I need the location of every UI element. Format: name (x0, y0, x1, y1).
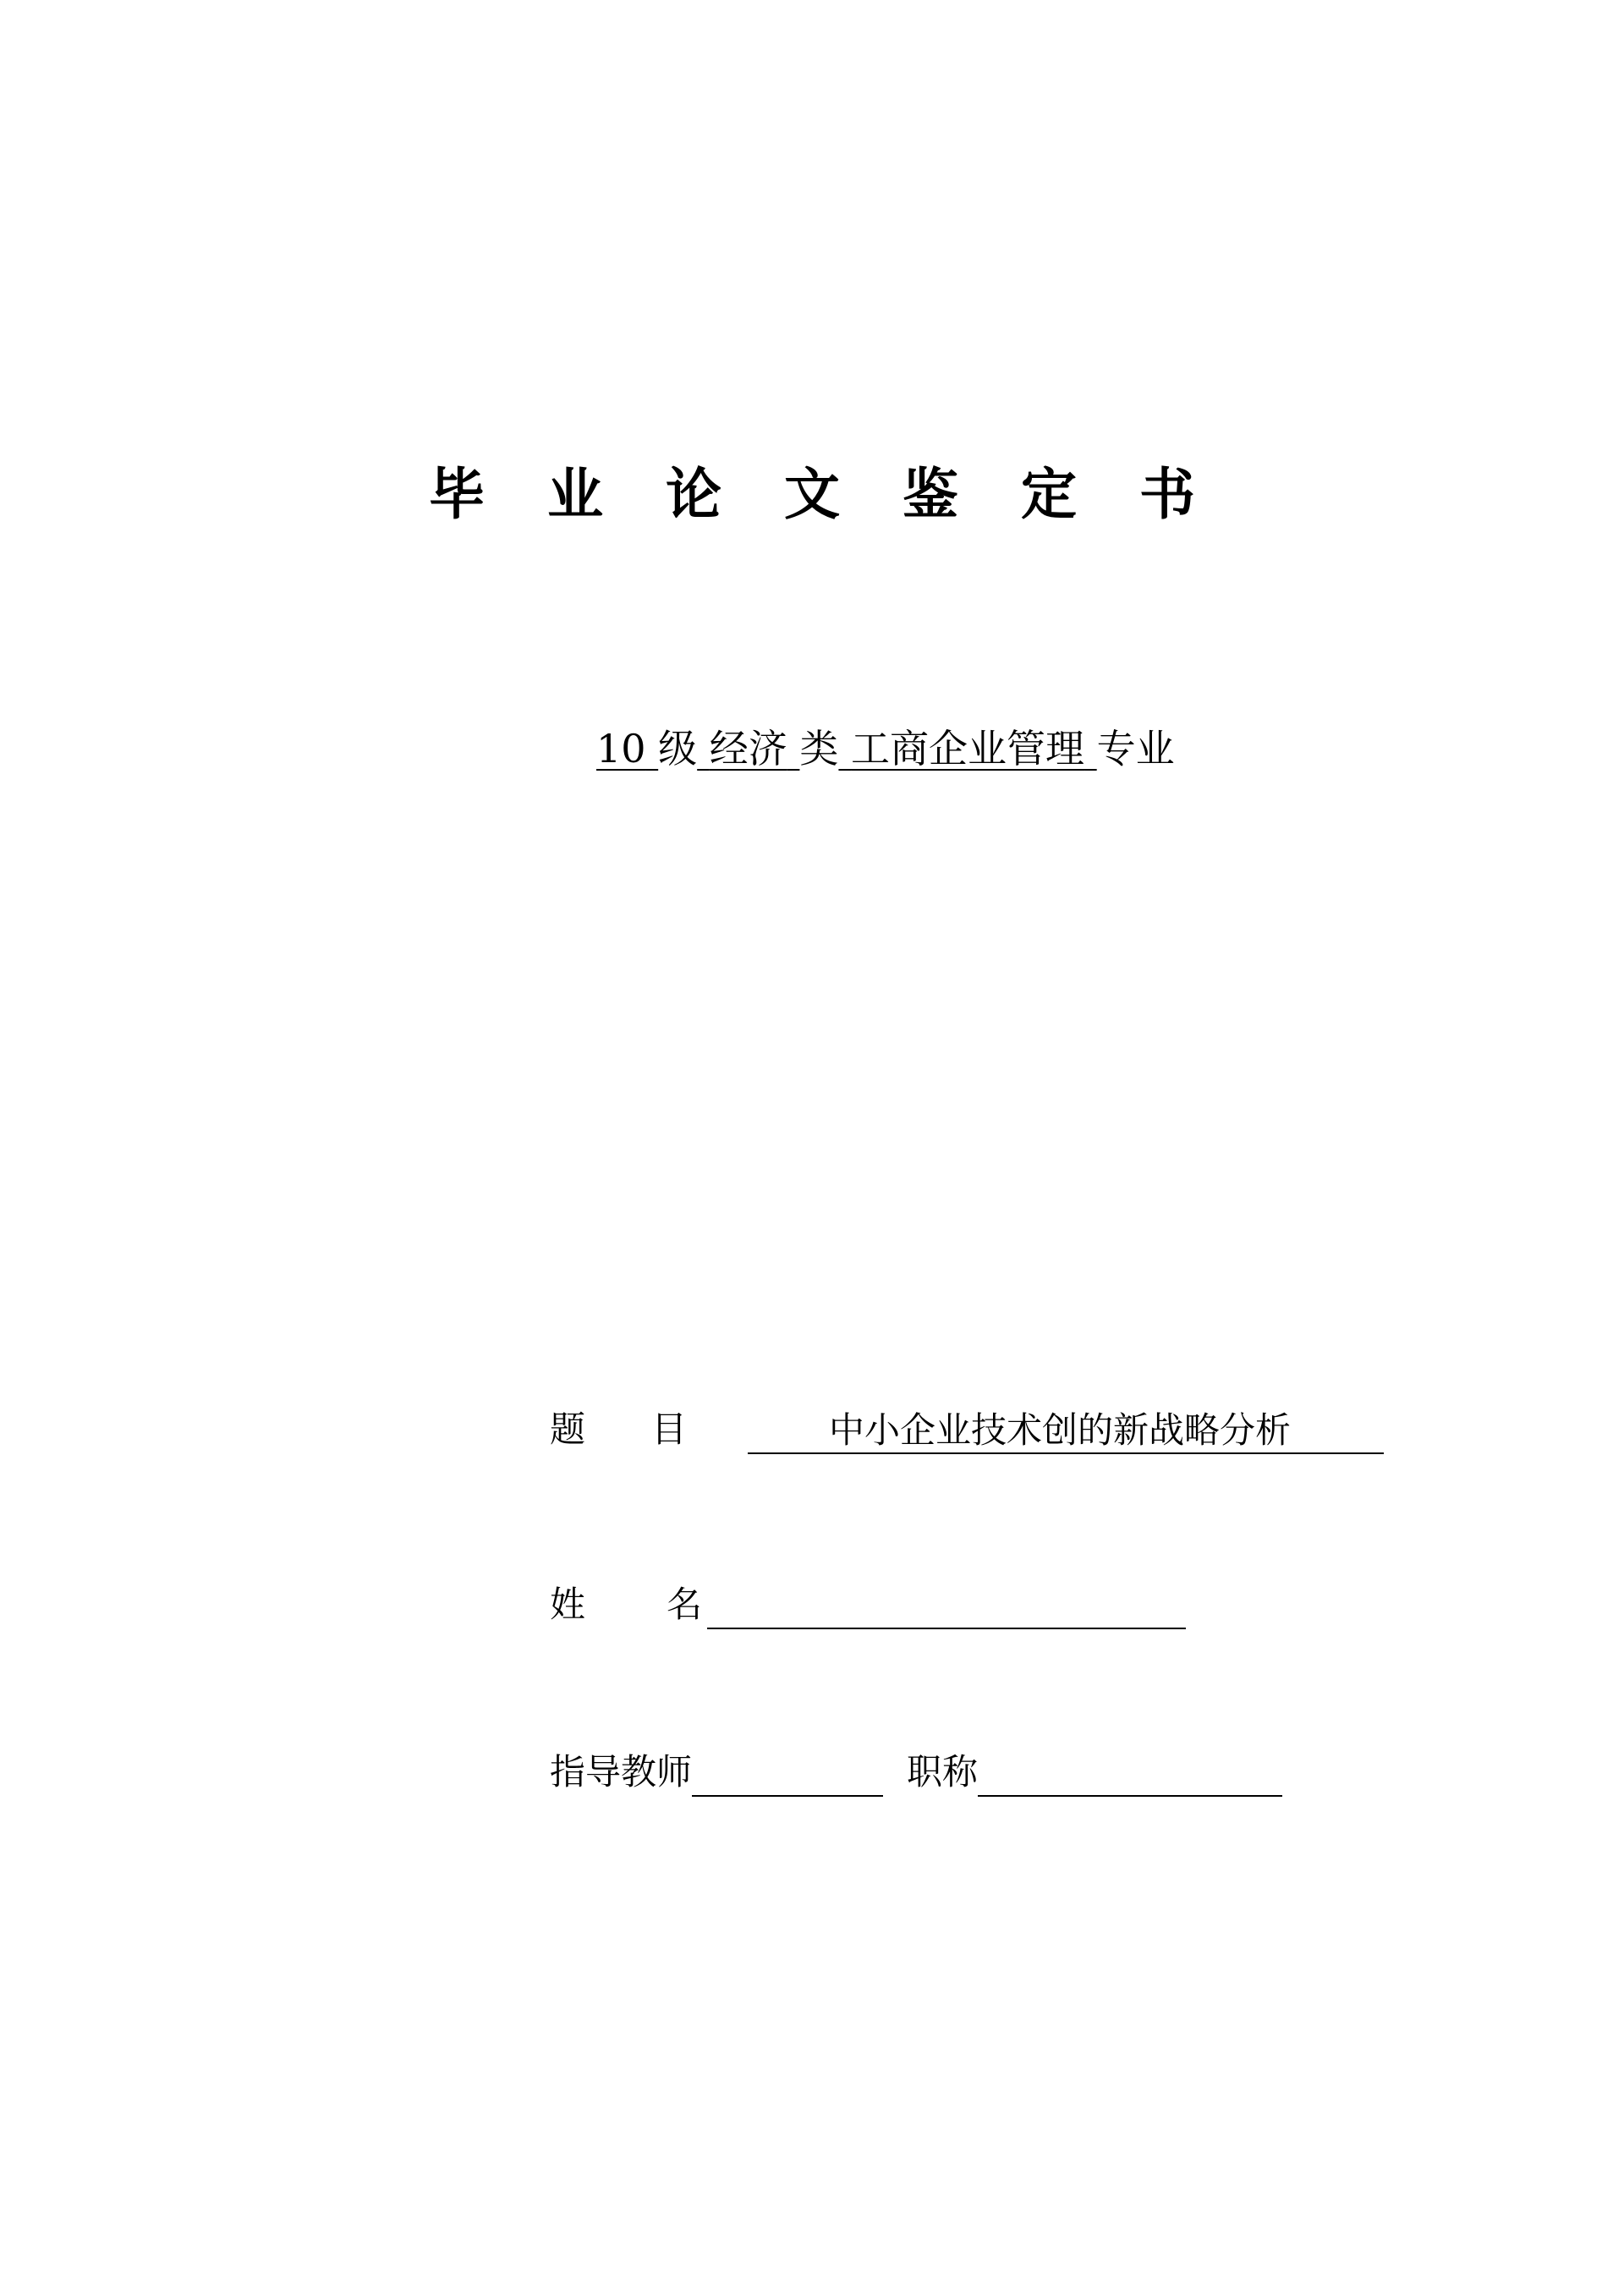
major-suffix: 专业 (1096, 726, 1175, 771)
topic-row (550, 1400, 1384, 1459)
document-title (0, 457, 1624, 533)
title-char: 书 (1139, 462, 1195, 527)
grade-suffix: 级 (658, 726, 698, 771)
topic-label (550, 1400, 748, 1459)
name-label-char-1: 姓 (550, 1584, 586, 1625)
topic-label-char-2: 目 (651, 1408, 688, 1450)
title-char: 鉴 (903, 462, 958, 527)
rank-field[interactable] (978, 1748, 1282, 1797)
advisor-label: 指导教师 (550, 1751, 693, 1793)
topic-label-char-1: 题 (550, 1408, 586, 1450)
category-suffix: 类 (799, 726, 839, 771)
name-label (550, 1575, 707, 1634)
title-char: 论 (666, 462, 721, 527)
name-label-char-2: 名 (667, 1584, 703, 1625)
title-char: 毕 (429, 462, 485, 527)
major-value: 工商企业管理 (851, 726, 1085, 771)
major-line (596, 719, 1175, 778)
advisor-field[interactable] (692, 1748, 883, 1797)
rank-label: 职称 (907, 1751, 979, 1793)
name-field[interactable] (707, 1580, 1186, 1629)
title-char: 定 (1021, 462, 1077, 527)
topic-field[interactable]: 中小企业技术创的新战略分析 (748, 1407, 1384, 1454)
title-char: 业 (547, 462, 603, 527)
name-row (550, 1575, 1186, 1634)
category-value: 经济 (709, 726, 787, 771)
grade-value: 10 (596, 726, 646, 771)
title-char: 文 (784, 462, 840, 527)
advisor-row (550, 1743, 1282, 1802)
